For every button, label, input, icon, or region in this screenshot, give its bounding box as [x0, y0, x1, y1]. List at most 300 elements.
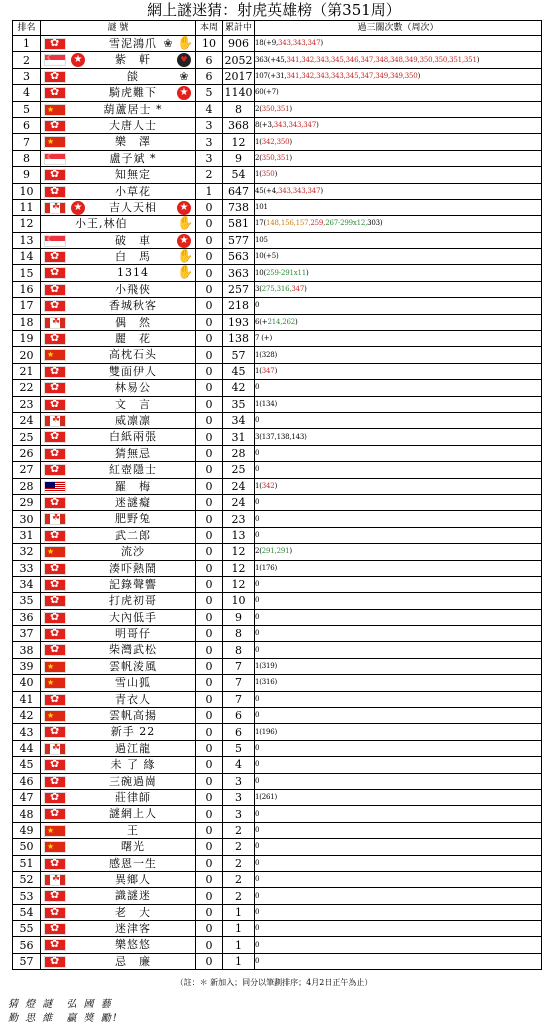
table-row: [13, 609, 542, 625]
history-segment: ): [306, 268, 309, 277]
table-row: [13, 429, 542, 445]
table-row: [13, 331, 542, 347]
week-score-cell: 0: [196, 445, 223, 461]
table-row: [13, 560, 542, 576]
name-cell: [41, 658, 196, 674]
history-cell: [255, 52, 542, 68]
total-score-cell: 31: [223, 429, 255, 445]
table-row: [13, 412, 542, 428]
rank-cell: 30: [13, 511, 41, 527]
week-score-cell: 0: [196, 904, 223, 920]
history-cell: [255, 773, 542, 789]
history-segment: 343,343,347: [277, 39, 321, 48]
history-segment: 0: [255, 907, 260, 916]
history-segment: 1(196): [255, 727, 278, 736]
history-cell: [255, 281, 542, 297]
total-score-cell: 8: [223, 101, 255, 117]
week-score-cell: 0: [196, 593, 223, 609]
total-score-cell: 2: [223, 855, 255, 871]
total-score-cell: 193: [223, 314, 255, 330]
player-name: 羅 梅: [115, 479, 151, 493]
history-segment: 259,: [310, 219, 326, 228]
table-row: [13, 216, 542, 232]
table-row: [13, 708, 542, 724]
hong-kong-flag-icon: [44, 251, 66, 263]
hong-kong-flag-icon: [44, 431, 66, 443]
history-segment: 1(: [255, 367, 262, 375]
china-flag-icon: [44, 841, 66, 853]
history-segment: 259-291x11: [266, 268, 306, 277]
rank-cell: 8: [13, 150, 41, 166]
name-cell: [41, 953, 196, 969]
player-name: 迷津客: [115, 922, 151, 936]
name-cell: [41, 527, 196, 543]
table-row: [13, 52, 542, 68]
total-score-cell: 1: [223, 904, 255, 920]
hong-kong-flag-icon: [44, 464, 66, 476]
history-segment: 1(: [255, 481, 262, 490]
history-segment: ): [289, 547, 292, 556]
history-cell: [255, 888, 542, 904]
leaderboard-body: [13, 36, 542, 970]
table-row: [13, 85, 542, 101]
history-segment: 0: [255, 809, 260, 818]
rank-cell: 13: [13, 232, 41, 248]
malaysia-flag-icon: [44, 481, 66, 493]
total-score-cell: 581: [223, 216, 255, 232]
week-score-cell: 0: [196, 724, 223, 740]
week-score-cell: 0: [196, 232, 223, 248]
table-row: [13, 658, 542, 674]
rank-cell: 18: [13, 314, 41, 330]
table-row: [13, 68, 542, 84]
table-row: [13, 314, 542, 330]
history-cell: [255, 331, 542, 347]
total-score-cell: 3: [223, 806, 255, 822]
history-segment: 0: [255, 957, 260, 966]
rank-cell: 5: [13, 101, 41, 117]
history-cell: [255, 167, 542, 183]
name-cell: [41, 904, 196, 920]
name-cell: [41, 412, 196, 428]
total-score-cell: 54: [223, 167, 255, 183]
history-segment: 1(134): [255, 399, 278, 408]
player-name: 新手 22: [110, 725, 156, 739]
table-row: [13, 724, 542, 740]
week-score-cell: 0: [196, 412, 223, 428]
week-score-cell: 0: [196, 544, 223, 560]
week-score-cell: 0: [196, 626, 223, 642]
name-cell: [41, 347, 196, 363]
table-row: [13, 298, 542, 314]
history-cell: [255, 822, 542, 838]
week-score-cell: 0: [196, 396, 223, 412]
hong-kong-flag-icon: [44, 939, 66, 951]
history-cell: [255, 921, 542, 937]
player-name: 湊吓熱鬧: [109, 561, 157, 575]
history-segment: ): [320, 39, 323, 48]
hong-kong-flag-icon: [44, 563, 66, 575]
week-score-cell: 0: [196, 658, 223, 674]
table-row: [13, 511, 542, 527]
hong-kong-flag-icon: [44, 858, 66, 870]
hong-kong-flag-icon: [44, 382, 66, 394]
name-cell: [41, 691, 196, 707]
history-cell: [255, 199, 542, 215]
rank-cell: 57: [13, 953, 41, 969]
hong-kong-flag-icon: [44, 169, 66, 181]
week-score-cell: 0: [196, 757, 223, 773]
history-segment: 3(137,138,143): [255, 432, 307, 441]
history-cell: [255, 249, 542, 265]
player-name: 盧子斌 *: [109, 151, 157, 165]
player-name: 小飛俠: [115, 282, 151, 296]
name-cell: [41, 150, 196, 166]
history-cell: [255, 494, 542, 510]
history-segment: 341,342,343,343,345,347,349,349,350: [286, 71, 418, 80]
history-segment: 17(: [255, 219, 267, 228]
name-header: 謎 號: [41, 21, 196, 36]
history-segment: 267-299x12,: [325, 219, 368, 228]
history-segment: 148,156,157,: [266, 219, 311, 228]
history-segment: 0: [255, 448, 260, 457]
total-score-cell: 57: [223, 347, 255, 363]
total-score-cell: 35: [223, 396, 255, 412]
week-score-cell: 0: [196, 249, 223, 265]
history-segment: 343,343,347: [277, 186, 321, 195]
rank-cell: 17: [13, 298, 41, 314]
name-cell: [41, 773, 196, 789]
history-cell: [255, 658, 542, 674]
player-name: 吉人天相: [109, 200, 157, 214]
history-cell: [255, 445, 542, 461]
page-title: 網上謎迷猜：射虎英雄榜（第351周）: [147, 1, 401, 19]
history-cell: [255, 937, 542, 953]
table-row: [13, 806, 542, 822]
rank-cell: 53: [13, 888, 41, 904]
rank-cell: 33: [13, 560, 41, 576]
name-cell: [41, 921, 196, 937]
player-name: 文 言: [115, 397, 151, 411]
table-row: [13, 199, 542, 215]
week-score-cell: 1: [196, 183, 223, 199]
player-name: 肥野兔: [115, 512, 151, 526]
rank-cell: 3: [13, 68, 41, 84]
total-score-cell: 28: [223, 445, 255, 461]
total-score-cell: 563: [223, 249, 255, 265]
player-name: 葫蘆居士 *: [103, 102, 163, 116]
total-score-cell: 1: [223, 937, 255, 953]
hong-kong-flag-icon: [44, 890, 66, 902]
table-row: [13, 773, 542, 789]
name-cell: [41, 232, 196, 248]
table-row: [13, 626, 542, 642]
player-name: 騎虎難下: [109, 86, 157, 100]
rank-cell: 38: [13, 642, 41, 658]
star-badge-icon: ★: [177, 234, 191, 248]
hong-kong-flag-icon: [44, 497, 66, 509]
hong-kong-flag-icon: [44, 38, 66, 50]
week-score-cell: 0: [196, 839, 223, 855]
table-row: [13, 232, 542, 248]
player-name: 異鄉人: [115, 872, 151, 886]
bat-icon: ❀: [179, 69, 189, 83]
singapore-flag-icon: [44, 235, 66, 247]
history-segment: 291,291: [261, 547, 290, 556]
week-score-cell: 0: [196, 642, 223, 658]
week-score-cell: 5: [196, 85, 223, 101]
week-score-cell: 0: [196, 675, 223, 691]
bat-icon: ❀: [163, 37, 173, 50]
week-score-cell: 0: [196, 331, 223, 347]
player-name: 小草花: [115, 184, 151, 198]
name-cell: [41, 937, 196, 953]
player-name: 雲帆高揚: [109, 709, 157, 723]
history-segment: 350,351: [261, 104, 290, 113]
week-score-cell: 0: [196, 888, 223, 904]
hong-kong-flag-icon: [44, 644, 66, 656]
name-cell: [41, 281, 196, 297]
name-cell: [41, 101, 196, 117]
hong-kong-flag-icon: [44, 530, 66, 542]
history-segment: 105: [255, 235, 268, 244]
history-cell: [255, 675, 542, 691]
history-segment: 2(: [255, 547, 262, 556]
week-score-cell: 0: [196, 314, 223, 330]
name-cell: [41, 675, 196, 691]
name-cell: [41, 429, 196, 445]
table-row: [13, 134, 542, 150]
total-score-cell: 2: [223, 871, 255, 887]
player-name: 雲帆淩風: [109, 659, 157, 673]
history-segment: 3(: [255, 285, 262, 294]
history-segment: 0: [255, 875, 260, 884]
total-score-cell: 363: [223, 265, 255, 281]
name-cell: [41, 576, 196, 592]
rank-cell: 14: [13, 249, 41, 265]
history-cell: [255, 789, 542, 805]
rank-cell: 35: [13, 593, 41, 609]
history-cell: [255, 380, 542, 396]
name-cell: [41, 199, 196, 215]
player-name: 麗 花: [115, 332, 151, 346]
history-segment: 0: [255, 825, 260, 834]
total-score-cell: 218: [223, 298, 255, 314]
week-score-cell: 0: [196, 937, 223, 953]
history-segment: 347: [261, 367, 275, 375]
rank-cell: 27: [13, 462, 41, 478]
rank-cell: 49: [13, 822, 41, 838]
history-cell: [255, 855, 542, 871]
rank-cell: 36: [13, 609, 41, 625]
week-score-cell: 0: [196, 462, 223, 478]
history-segment: 6(+: [255, 317, 268, 326]
name-cell: [41, 822, 196, 838]
hong-kong-flag-icon: [44, 595, 66, 607]
name-cell: [41, 511, 196, 527]
table-row: [13, 478, 542, 494]
name-cell: [41, 85, 196, 101]
table-row: [13, 691, 542, 707]
table-row: [13, 822, 542, 838]
hong-kong-flag-icon: [44, 776, 66, 788]
history-segment: 0: [255, 645, 260, 654]
week-score-cell: 0: [196, 380, 223, 396]
history-segment: 0: [255, 530, 260, 539]
history-cell: [255, 150, 542, 166]
player-name: 白 馬: [115, 250, 151, 264]
history-segment: 7 (+): [255, 334, 273, 343]
rank-cell: 54: [13, 904, 41, 920]
player-name: 雪山狐: [115, 676, 151, 690]
history-segment: ): [295, 317, 298, 326]
player-name: 破 車: [115, 233, 151, 247]
total-score-cell: 42: [223, 380, 255, 396]
week-score-cell: 6: [196, 52, 223, 68]
history-segment: 45(+4,: [255, 186, 278, 195]
total-header: 累計中: [223, 21, 255, 36]
total-score-cell: 257: [223, 281, 255, 297]
history-segment: 0: [255, 629, 260, 638]
singapore-flag-icon: [44, 153, 66, 165]
week-score-cell: 0: [196, 199, 223, 215]
rank-cell: 25: [13, 429, 41, 445]
total-score-cell: 10: [223, 593, 255, 609]
player-name: 雪泥鴻爪: [109, 37, 157, 50]
table-row: [13, 675, 542, 691]
week-score-cell: 0: [196, 576, 223, 592]
total-score-cell: 12: [223, 576, 255, 592]
history-segment: ): [274, 481, 278, 490]
table-row: [13, 855, 542, 871]
history-cell: [255, 36, 542, 52]
total-score-cell: 7: [223, 675, 255, 691]
hong-kong-flag-icon: [44, 726, 66, 738]
history-segment: 347: [291, 285, 305, 294]
hong-kong-flag-icon: [44, 448, 66, 460]
history-cell: [255, 478, 542, 494]
name-cell: [41, 117, 196, 133]
week-score-cell: 3: [196, 134, 223, 150]
total-score-cell: 647: [223, 183, 255, 199]
table-row: [13, 871, 542, 887]
player-name: 明哥仔: [115, 627, 151, 641]
name-cell: [41, 331, 196, 347]
total-score-cell: 1: [223, 921, 255, 937]
history-segment: ): [304, 285, 307, 294]
total-score-cell: 6: [223, 708, 255, 724]
name-cell: [41, 36, 196, 52]
hand-icon: ✋: [177, 36, 194, 51]
player-name: 知無定: [115, 168, 151, 182]
player-name: 紫 軒: [115, 53, 151, 67]
history-cell: [255, 412, 542, 428]
week-score-cell: 4: [196, 101, 223, 117]
history-cell: [255, 527, 542, 543]
hong-kong-flag-icon: [44, 808, 66, 820]
player-name: 識謎迷: [115, 889, 151, 903]
slogan-line-1: 猜 燈 謎 弘 國 藝: [8, 999, 113, 1010]
name-cell: [41, 609, 196, 625]
table-row: [13, 265, 542, 281]
name-cell: [41, 462, 196, 478]
total-score-cell: 906: [223, 36, 255, 52]
history-segment: ): [316, 121, 319, 130]
rank-cell: 43: [13, 724, 41, 740]
total-score-cell: 577: [223, 232, 255, 248]
history-segment: 1(176): [255, 563, 278, 572]
player-name: 莊律師: [115, 790, 151, 804]
china-flag-icon: [44, 710, 66, 722]
name-cell: [41, 167, 196, 183]
week-score-cell: 0: [196, 789, 223, 805]
player-name: 大內低手: [109, 610, 157, 624]
rank-header: 排名: [13, 21, 41, 36]
hand-icon: ✋: [177, 265, 194, 281]
week-score-cell: 0: [196, 806, 223, 822]
history-cell: [255, 740, 542, 756]
history-cell: [255, 806, 542, 822]
table-row: [13, 740, 542, 756]
total-score-cell: 8: [223, 642, 255, 658]
table-row: [13, 36, 542, 52]
hong-kong-flag-icon: [44, 956, 66, 968]
table-row: [13, 953, 542, 969]
rank-cell: 9: [13, 167, 41, 183]
history-cell: [255, 117, 542, 133]
rank-cell: 46: [13, 773, 41, 789]
name-cell: [41, 855, 196, 871]
table-row: [13, 249, 542, 265]
total-score-cell: 3: [223, 789, 255, 805]
table-row: [13, 839, 542, 855]
history-cell: [255, 593, 542, 609]
heart-badge-icon: ♥: [177, 53, 191, 67]
history-segment: 101: [255, 203, 268, 212]
name-cell: [41, 216, 196, 232]
hong-kong-flag-icon: [44, 923, 66, 935]
history-segment: 0: [255, 612, 260, 621]
table-row: [13, 281, 542, 297]
history-segment: 0: [255, 416, 260, 425]
total-score-cell: 1140: [224, 86, 253, 100]
rank-cell: 56: [13, 937, 41, 953]
player-name: 雙面伊人: [109, 364, 157, 378]
rank-cell: 4: [13, 85, 41, 101]
history-cell: [255, 183, 542, 199]
rank-cell: 12: [13, 216, 41, 232]
star-badge-icon: ★: [177, 86, 191, 100]
china-flag-icon: [44, 349, 66, 361]
history-segment: 0: [255, 301, 260, 310]
player-name: 香城秋客: [109, 299, 157, 313]
total-score-cell: 7: [223, 691, 255, 707]
history-segment: ): [274, 367, 278, 375]
name-cell: [41, 806, 196, 822]
week-score-cell: 0: [196, 740, 223, 756]
week-score-cell: 0: [196, 822, 223, 838]
slogan-line-2: 勤 思 維 贏 獎 勵!: [8, 1013, 119, 1024]
week-score-cell: 0: [196, 265, 223, 281]
china-flag-icon: [44, 677, 66, 689]
history-segment: 275,316,: [261, 285, 292, 294]
hong-kong-flag-icon: [44, 120, 66, 132]
history-cell: [255, 216, 542, 232]
history-cell: [255, 626, 542, 642]
player-name: 樂 澤: [115, 135, 151, 149]
total-score-cell: 12: [223, 134, 255, 150]
player-name: 柴灣武松: [109, 643, 157, 657]
